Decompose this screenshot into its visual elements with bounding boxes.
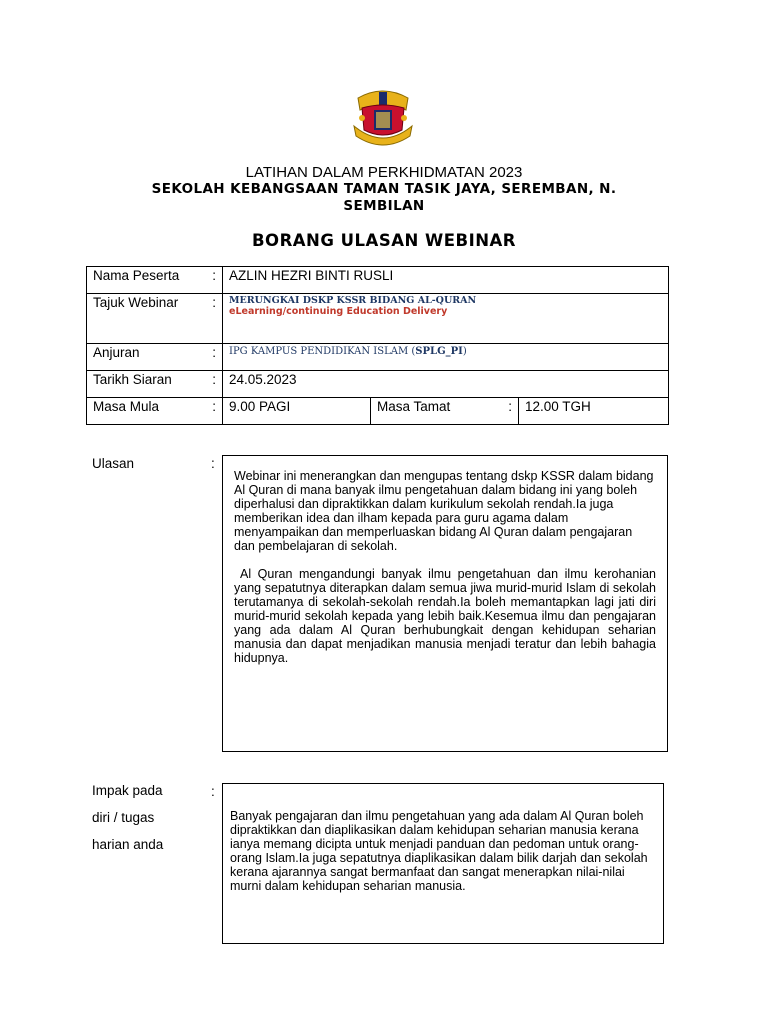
impak-label-line1: Impak pada [92, 783, 163, 798]
ulasan-para2: Al Quran mengandungi banyak ilmu pengetahuan dan ilmu kerohanian yang sepatutnya diterapkan dalam semua jiwa murid-murid Islam di sekolah terutamanya di sekolah-sekolah rendah.Ia boleh memantapkan lagi jati diri murid-murid sekolah kepada yang lebih baik.Kesemua ilmu dan pengajaran yang ada dalam Al Quran berhubungkait dengan kehidupan seharian manusia dan dapat menjadikan manusia menjadi teratur dan lebih bahagia hidupnya. [234, 567, 656, 665]
tajuk-line1: MERUNGKAI DSKP KSSR BIDANG AL-QURAN [229, 295, 477, 306]
impak-label-line3: harian anda [92, 837, 164, 852]
tajuk-line2: eLearning/continuing Education Delivery [229, 306, 448, 317]
ulasan-label: Ulasan [92, 456, 135, 471]
tamat-value: 12.00 TGH [525, 399, 591, 414]
colon: : [212, 268, 216, 283]
row-anjuran [87, 344, 669, 371]
anjuran-label: Anjuran [93, 345, 140, 360]
row-nama [87, 267, 669, 294]
impak-text: Banyak pengajaran dan ilmu pengetahuan yang ada dalam Al Quran boleh dipraktikkan dan diaplikasikan dalam kehidupan seharian manusia kerana ianya memang dicipta untuk menjadi panduan dan pedoman untuk orang-orang Islam.Ia juga sepatutnya diaplikasikan dalam bilik darjah dan sekolah kerana ajarannya sangat bermanfaat dan sangat menerapkan nilai-nilai murni dalam kehidupan seharian manusia. [230, 809, 648, 893]
ulasan-box [222, 455, 668, 752]
nama-label: Nama Peserta [93, 268, 180, 283]
tamat-label: Masa Tamat [377, 399, 451, 414]
nama-value: AZLIN HEZRI BINTI RUSLI [229, 268, 394, 283]
colon: : [212, 372, 216, 387]
row-tajuk [87, 294, 669, 344]
colon: : [212, 345, 216, 360]
ulasan-para1: Webinar ini menerangkan dan mengupas tentang dskp KSSR dalam bidang Al Quran di mana banyak ilmu pengetahuan dalam bidang ini yang boleh diperhalusi dan dipraktikkan dalam kurikulum sekolah rendah.Ia juga memberikan idea dan ilham kepada para guru agama dalam menyampaikan dan memperluaskan bidang Al Quran dalam pengajaran dan pembelajaran di sekolah. [234, 469, 654, 553]
row-tarikh [87, 371, 669, 398]
header-line2: SEKOLAH KEBANGSAAN TAMAN TASIK JAYA, SEREMBAN, N. SEMBILAN [151, 181, 617, 214]
tarikh-value: 24.05.2023 [229, 372, 297, 387]
anjuran-value [223, 344, 668, 357]
impak-label-line2: diri / tugas [92, 810, 155, 825]
impak-colon: : [211, 784, 215, 799]
anjuran-prefix: IPG KAMPUS PENDIDIKAN ISLAM ( [229, 346, 416, 357]
mula-value: 9.00 PAGI [229, 399, 291, 414]
info-table [86, 266, 669, 425]
colon: : [212, 295, 216, 310]
anjuran-suffix: ) [462, 346, 467, 357]
header-line1: LATIHAN DALAM PERKHIDMATAN 2023 [245, 164, 523, 181]
form-title: BORANG ULASAN WEBINAR [251, 231, 517, 250]
school-crest-logo [350, 88, 416, 150]
anjuran-bold: SPLG_PI [415, 346, 463, 357]
row-masa [87, 398, 669, 425]
tarikh-label: Tarikh Siaran [93, 372, 172, 387]
tajuk-label: Tajuk Webinar [93, 295, 179, 310]
mula-label: Masa Mula [93, 399, 160, 414]
colon: : [212, 399, 216, 414]
colon: : [508, 399, 512, 414]
impak-box [222, 783, 664, 944]
ulasan-colon: : [211, 456, 215, 471]
